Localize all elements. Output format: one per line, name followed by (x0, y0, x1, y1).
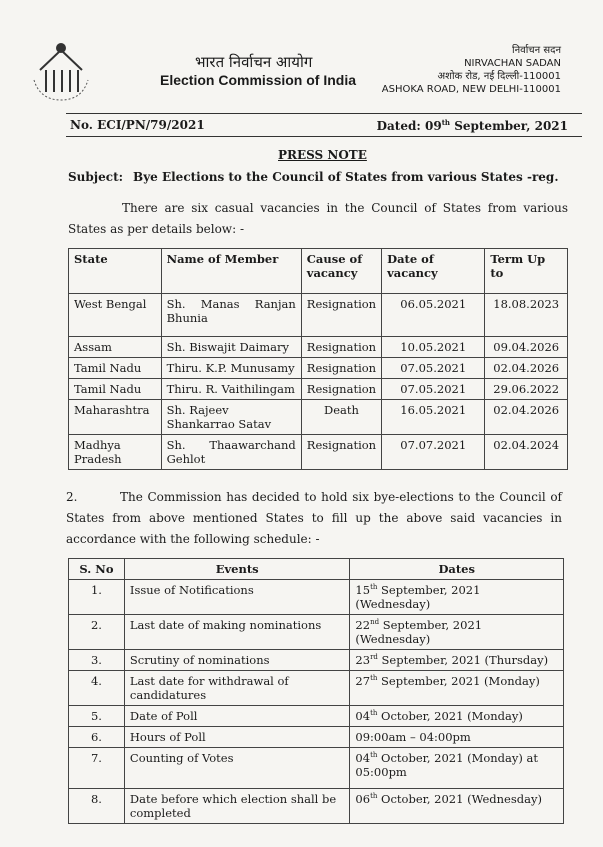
cell: 23rd September, 2021 (Thursday) (350, 650, 564, 671)
org-name-english: Election Commission of India (160, 72, 357, 88)
cell: Tamil Nadu (69, 358, 162, 379)
cell: 3. (69, 650, 125, 671)
column-header: State (69, 249, 162, 294)
eci-logo (30, 40, 92, 102)
cell: 7. (69, 748, 125, 789)
cell: 29.06.2022 (485, 379, 568, 400)
column-header: Dates (350, 559, 564, 580)
cell: 09.04.2026 (485, 337, 568, 358)
dated: Dated: 09th September, 2021 (376, 118, 568, 133)
cell: 04th October, 2021 (Monday) (350, 706, 564, 727)
column-header: Date of vacancy (382, 249, 485, 294)
cell: 1. (69, 580, 125, 615)
paragraph-2 (66, 487, 562, 550)
address-block (382, 44, 561, 96)
cell: Date before which election shall be completed (124, 789, 350, 824)
cell: Assam (69, 337, 162, 358)
table-row (69, 615, 564, 650)
cell: 10.05.2021 (382, 337, 485, 358)
cell: 02.04.2026 (485, 400, 568, 435)
table-row (69, 294, 568, 337)
cell: Sh. Manas Ranjan Bhunia (161, 294, 301, 337)
table-row (69, 358, 568, 379)
cell: Resignation (301, 337, 381, 358)
cell: 02.04.2026 (485, 358, 568, 379)
subject-line (68, 170, 559, 184)
cell: Resignation (301, 358, 381, 379)
table-row (69, 337, 568, 358)
address-line: अशोक रोड, नई दिल्ली-110001 (437, 71, 561, 82)
cell: 4. (69, 671, 125, 706)
cell: 07.05.2021 (382, 379, 485, 400)
table-row (69, 727, 564, 748)
table-row (69, 706, 564, 727)
divider (66, 136, 582, 137)
cell: 09:00am – 04:00pm (350, 727, 564, 748)
cell: Thiru. K.P. Munusamy (161, 358, 301, 379)
cell: Resignation (301, 379, 381, 400)
page-title: PRESS NOTE (278, 148, 367, 162)
cell: 06.05.2021 (382, 294, 485, 337)
column-header: Term Up to (485, 249, 568, 294)
cell: 22nd September, 2021 (Wednesday) (350, 615, 564, 650)
paragraph-2-text: The Commission has decided to hold six bye-elections to the Council of States from above mentioned States to fill up the above said vacancies in accordance with the following schedule: - (66, 490, 562, 546)
cell: Last date of making nominations (124, 615, 350, 650)
cell: 18.08.2023 (485, 294, 568, 337)
cell: 04th October, 2021 (Monday) at 05:00pm (350, 748, 564, 789)
cell: Thiru. R. Vaithilingam (161, 379, 301, 400)
table-row (69, 748, 564, 789)
cell: Sh. Rajeev Shankarrao Satav (161, 400, 301, 435)
vacancy-table (68, 248, 568, 470)
cell: 6. (69, 727, 125, 748)
table-row (69, 650, 564, 671)
address-line: ASHOKA ROAD, NEW DELHI-110001 (381, 84, 561, 95)
paragraph-1: There are six casual vacancies in the Council of States from various States as per details below: - (68, 201, 568, 236)
subject-text: Bye Elections to the Council of States from various States -reg. (133, 170, 559, 184)
cell: West Bengal (69, 294, 162, 337)
paragraph-number: 2. (66, 490, 78, 504)
table-header-row (69, 559, 564, 580)
cell: Maharashtra (69, 400, 162, 435)
table-row (69, 379, 568, 400)
column-header: S. No (69, 559, 125, 580)
cell: Death (301, 400, 381, 435)
table-header-row (69, 249, 568, 294)
table-row (69, 435, 568, 470)
address-line: NIRVACHAN SADAN (464, 58, 561, 69)
cell: Sh. Thaawarchand Gehlot (161, 435, 301, 470)
org-name-hindi: भारत निर्वाचन आयोग (195, 53, 313, 71)
divider (66, 113, 582, 114)
reference-number: No. ECI/PN/79/2021 (70, 118, 205, 132)
table-row (69, 671, 564, 706)
cell: Date of Poll (124, 706, 350, 727)
cell: Resignation (301, 294, 381, 337)
cell: 5. (69, 706, 125, 727)
cell: 27th September, 2021 (Monday) (350, 671, 564, 706)
cell: Counting of Votes (124, 748, 350, 789)
column-header: Cause of vacancy (301, 249, 381, 294)
cell: Sh. Biswajit Daimary (161, 337, 301, 358)
cell: 02.04.2024 (485, 435, 568, 470)
cell: Scrutiny of nominations (124, 650, 350, 671)
cell: 07.05.2021 (382, 358, 485, 379)
cell: Hours of Poll (124, 727, 350, 748)
schedule-table (68, 558, 564, 824)
cell: 2. (69, 615, 125, 650)
cell: 07.07.2021 (382, 435, 485, 470)
cell: 06th October, 2021 (Wednesday) (350, 789, 564, 824)
cell: Last date for withdrawal of candidatures (124, 671, 350, 706)
table-row (69, 580, 564, 615)
cell: Tamil Nadu (69, 379, 162, 400)
cell: Issue of Notifications (124, 580, 350, 615)
cell: 16.05.2021 (382, 400, 485, 435)
subject-label: Subject: (68, 170, 124, 184)
cell: 8. (69, 789, 125, 824)
cell: Resignation (301, 435, 381, 470)
column-header: Name of Member (161, 249, 301, 294)
address-line: निर्वाचन सदन (512, 45, 561, 56)
table-row (69, 789, 564, 824)
table-row (69, 400, 568, 435)
column-header: Events (124, 559, 350, 580)
cell: Madhya Pradesh (69, 435, 162, 470)
cell: 15th September, 2021 (Wednesday) (350, 580, 564, 615)
